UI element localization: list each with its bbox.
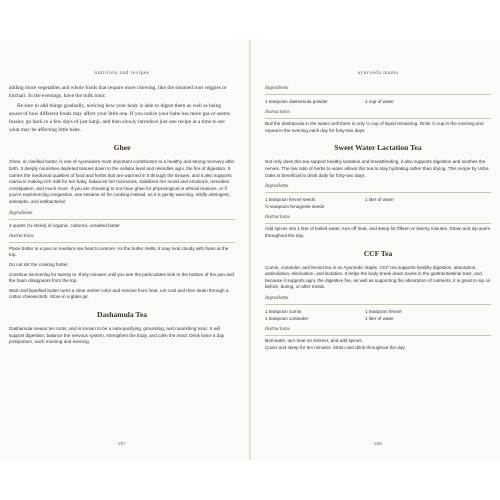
- dashamula-description: Dashamula means ten roots, and is known to be a vata-pacifying, grounding, and nourishing tonic. It will support digestion, balance the nervous system, strengthen the body, and calm the mind. Drink twice a day postpartum, each morning and evening.: [9, 325, 225, 345]
- ingredients-heading: Ingredients: [265, 294, 289, 301]
- ingredient: 1 teaspoon dashamula powder: [265, 98, 328, 104]
- divider: [265, 94, 491, 95]
- ghee-description: Ghee, or clarified butter, is one of Ayurveda's most important contributors to a healthy and strong recovery after birth. It deeply nourishes depleted tissues down to the cellular level and rekindles agni, the fire of digestion. It carries the medicinal qualities of food and herbs that are warmed in it through the tissues, and it also supports mama in making rich milk for her baby, balances her hormones, stabilizes her mood and emotions, remedies constipation, and much more. If you are choosing to not have ghee for physiological or ethical reasons, or if you're experiencing congestion, use sesame oil for cooking instead, as it is gently warming, mildly astringent, antiseptic, and antibacterial.: [9, 159, 235, 204]
- left-page: [9, 40, 235, 460]
- section-title-dashamula: Dashamula Tea: [96, 309, 147, 319]
- instruction-step: Cover and steep for ten minutes. Strain and drink throughout the day.: [265, 344, 406, 350]
- ingredient-row: [265, 203, 491, 210]
- ccf-description: Cumin, coriander, and fennel tea is an Ayurvedic staple. CCF tea supports healthy digestion, absorption, assimilation, elimination, and lactation. It helps the body break down toxins in the gastrointestinal tract, and because it supports agni, the digestive fire, as well as supporting the absorption of nutrients, it is great to sip on before, during, or after meals.: [265, 264, 491, 290]
- ingredient-row: [265, 98, 491, 105]
- right-page: [265, 40, 491, 460]
- ingredient-row: [9, 222, 235, 229]
- page-number: 287: [118, 441, 126, 446]
- page-number: 288: [374, 441, 382, 446]
- instruction-step: Continue simmering for twenty to -thirty minutes until you see the particulates sink to the bottom of the pan and the foam disappears from the top.: [9, 271, 234, 284]
- ingredient-row: [265, 196, 491, 203]
- ingredient: 1 teaspoon coriander: [265, 315, 309, 321]
- instruction-step: Boil the dashamula in the water until there is only ½ cup of liquid remaining. Drink ½ cup in the morning and repeat in the evening each day for forty-two days.: [265, 121, 484, 133]
- ingredient: 1 liter of water: [365, 315, 394, 321]
- ingredient: 1 teaspoon cumin: [265, 308, 302, 314]
- instruction-step: Add spices into 1 liter of boiled water, turn off heat, and steep for fifteen or twenty minutes. Strain and sip warm throughout the day.: [265, 226, 491, 238]
- divider: [265, 192, 491, 193]
- intro-paragraph: adding more vegetables and whole foods that require more chewing, like the steamed root veggies or kitchari. In the evenings, have the milk tonic.: [9, 85, 227, 99]
- ingredients-heading: Ingredients: [9, 209, 33, 216]
- running-head: nutrition and recipes: [94, 70, 150, 76]
- ingredient: 1 cup of water: [365, 98, 394, 104]
- divider: [265, 118, 491, 119]
- ingredients-heading: Ingredients: [265, 85, 289, 91]
- running-head: ayurveda mama: [357, 70, 399, 76]
- ingredient-row: [265, 308, 491, 315]
- divider: [265, 335, 491, 336]
- section-title-ccf: CCF Tea: [363, 248, 393, 258]
- instruction-step: Boil water, turn heat on simmer, and add spices.: [265, 338, 363, 344]
- book-spine: [249, 40, 251, 460]
- section-title-sweet-water: Sweet Water Lactation Tea: [334, 143, 422, 153]
- ingredient: ½ teaspoon fenugreek seeds: [265, 203, 325, 209]
- instruction-step: Do not stir the cooking butter.: [9, 261, 69, 267]
- divider: [9, 242, 235, 243]
- instructions-heading: Instructions: [265, 108, 290, 115]
- section-title-ghee: Ghee: [113, 143, 131, 153]
- sweet-water-description: Not only does this tea support healthy lactation and breastfeeding, it also supports digestion and soothes the nerves. The low ratio of herbs to water allows this tea to stay hydrating rather than drying. This recipe by Usha Oaks is beneficial to drink daily for forty-two days.: [265, 159, 489, 178]
- instruction-step: Place butter in a pan on medium-low heat to simmer. As the butter melts, it may look cloudy with foam at the top.: [9, 245, 229, 258]
- ingredient: 1 liter of water: [365, 196, 394, 202]
- intro-text: [9, 85, 235, 134]
- ingredient-row: [265, 315, 491, 322]
- instruction-step: Wait until liquefied butter turns a clear amber color and remove from heat. Let cool and then strain through a cotton cheesecloth. Store in a glass jar.: [9, 287, 229, 300]
- instructions-heading: Instructions: [265, 325, 290, 332]
- divider: [9, 219, 235, 220]
- instructions-heading: Instructions: [265, 213, 290, 220]
- intro-paragraph: Be sure to add things gradually, noticing how your body is able to digest them as well as being aware of how different foods may affect your little one. If you notice your babe has more gas or seems fussier, go back to a few days of just kanji, and then slowly introduce just one recipe at a time to see what may be affecting little babe.: [9, 102, 231, 133]
- instructions-heading: Instructions: [9, 233, 34, 240]
- divider: [265, 223, 491, 224]
- ingredient: 1 teaspoon fennel: [365, 308, 402, 314]
- ingredient: 1 teaspoon fennel seeds: [265, 196, 316, 202]
- ingredient: 2 quarts (¾ sticks) of organic, cultured, unsalted butter: [9, 223, 120, 229]
- ingredients-heading: Ingredients: [265, 183, 289, 190]
- divider: [265, 304, 491, 305]
